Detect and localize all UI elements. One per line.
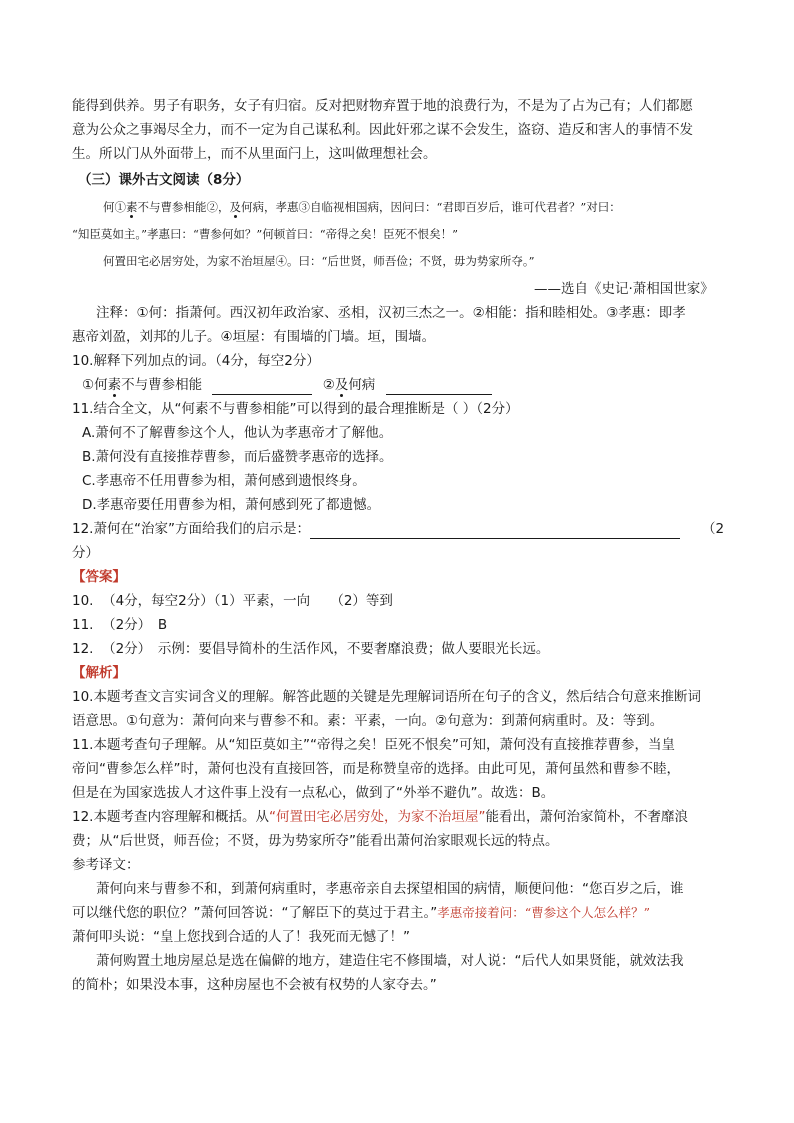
q10-item2-label: ② <box>322 377 335 393</box>
intro-line-1: 能得到供养。男子有职务，女子有归宿。反对把财物弃置于地的浪费行为，不是为了占为己有；人们都愿 <box>72 98 693 114</box>
passage-source: ——选自《史记·萧相国世家》 <box>534 281 714 297</box>
passage-text: 何病，孝惠③自临视相国病，因问曰：“君即百岁后，谁可代君者？”对曰： <box>241 200 621 214</box>
intro-line-3: 生。所以门从外面带上，而不从里面闩上，这叫做理想社会。 <box>72 146 437 162</box>
analysis-12-line-1 <box>72 807 688 827</box>
translation-text: 可以继代您的职位？”萧何回答说：“了解臣下的莫过于君主。” <box>72 905 438 921</box>
answer-text: （2分） B <box>102 617 168 633</box>
q12-stem <box>72 519 680 539</box>
q11-option-a[interactable]: A.萧何不了解曹参这个人，他认为孝惠帝才了解他。 <box>82 425 393 441</box>
dotted-word: 及 <box>229 200 241 214</box>
q11-option-b[interactable]: B.萧何没有直接推荐曹参，而后盛赞孝惠帝的选择。 <box>82 449 393 465</box>
passage-line-1 <box>103 197 621 217</box>
section-title: （三）课外古文阅读（8分） <box>78 172 250 188</box>
translation-header: 参考译文： <box>72 857 140 873</box>
q10-item2-text: 何病 <box>348 377 376 393</box>
dotted-word: 素 <box>107 377 122 393</box>
analysis-text: 能看出，萧何治家简朴，不奢靡浪 <box>485 809 688 825</box>
answer-11 <box>72 615 167 635</box>
translation-p1-line-3: 萧何叩头说：“皇上您找到合适的人了！我死而无憾了！” <box>72 929 410 945</box>
passage-line-3: 何置田宅必居穷处，为家不治垣屋④。曰：“后世贤，师吾俭；不贤，毋为势家所夺。” <box>103 254 535 268</box>
dotted-word: 及 <box>334 377 349 393</box>
q10-item1-text: 不与曹参相能 <box>121 377 203 393</box>
passage-line-2: “知臣莫如主。”孝惠曰：“曹参何如？”何顿首曰：“帝得之矣！臣死不恨矣！” <box>72 227 459 241</box>
translation-p2-line-2: 的简朴；如果没本事，这种房屋也不会被有权势的人家夺去。” <box>72 977 437 993</box>
q12-blank[interactable] <box>310 524 680 539</box>
analysis-quote: “何置田宅必居穷处，为家不治垣屋” <box>268 809 486 825</box>
answer-num: 11. <box>72 617 94 633</box>
q12-stem-text: 12.萧何在“治家”方面给我们的启示是： <box>72 521 310 537</box>
passage-text: 不与曹参相能②， <box>137 200 230 214</box>
q12-score-cont: 分） <box>72 545 99 561</box>
dotted-word: 素 <box>126 200 138 214</box>
passage-text: 何① <box>103 200 126 214</box>
answer-num: 12. <box>72 641 94 657</box>
analysis-11-line-2: 帝问“曹参怎么样”时，萧何也没有直接回答，而是称赞皇帝的选择。由此可见，萧何虽然和曹参不睦， <box>72 761 680 777</box>
analysis-11-line-3: 但是在为国家选拔人才这件事上没有一点私心，做到了“外举不避仇”。故选：B。 <box>72 785 555 801</box>
analysis-text: 12.本题考查内容理解和概括。从 <box>72 809 269 825</box>
answer-text: （4分，每空2分）（1）平素，一向 （2）等到 <box>102 593 393 609</box>
analysis-10-line-2: 语意思。①句意为：萧何向来与曹参不和。素：平素，一向。②句意为：到萧何病重时。及：等到。 <box>72 713 664 729</box>
answer-num: 10. <box>72 593 94 609</box>
q10-items <box>82 375 492 395</box>
analysis-header: 【解析】 <box>72 665 126 681</box>
analysis-11-line-1: 11.本题考查句子理解。从“知臣莫如主”“帝得之矣！臣死不恨矣”可知，萧何没有直接推荐曹参，当皇 <box>72 737 675 753</box>
q10-stem: 10.解释下列加点的词。（4分，每空2分） <box>72 353 320 369</box>
q12-score: （2 <box>702 521 725 537</box>
q10-item1-label: ①何 <box>82 377 108 393</box>
answer-header: 【答案】 <box>72 569 126 585</box>
q11-stem: 11.结合全文，从“何素不与曹参相能”可以得到的最合理推断是（ ）（2分） <box>72 401 519 417</box>
analysis-12-line-2: 费；从“后世贤，师吾俭；不贤，毋为势家所夺”能看出萧何治家眼观长远的特点。 <box>72 833 559 849</box>
answer-10 <box>72 591 393 611</box>
translation-p1-line-2 <box>72 903 650 923</box>
q10-blank-2[interactable] <box>386 380 492 395</box>
analysis-10-line-1: 10.本题考查文言实词含义的理解。解答此题的关键是先理解词语所在句子的含义，然后结合句意来推断词 <box>72 689 701 705</box>
q10-blank-1[interactable] <box>212 380 312 395</box>
answer-12 <box>72 639 549 659</box>
translation-red-text: 孝惠帝接着问：“曹参这个人怎么样？” <box>437 905 651 920</box>
intro-line-2: 意为公众之事竭尽全力，而不一定为自己谋私利。因此奸邪之谋不会发生，盗窃、造反和害人的事情不发 <box>72 122 693 138</box>
translation-p1-line-1: 萧何向来与曹参不和，到萧何病重时，孝惠帝亲自去探望相国的病情，顺便问他：“您百岁之后，谁 <box>96 881 684 897</box>
q11-option-c[interactable]: C.孝惠帝不任用曹参为相，萧何感到遗恨终身。 <box>82 473 366 489</box>
notes-line-1: 注释：①何：指萧何。西汉初年政治家、丞相，汉初三杰之一。②相能：指和睦相处。③孝惠：即孝 <box>96 305 686 321</box>
notes-line-2: 惠帝刘盈，刘邦的儿子。④垣屋：有围墙的门墙。垣，围墙。 <box>72 329 436 345</box>
translation-p2-line-1: 萧何购置土地房屋总是选在偏僻的地方，建造住宅不修围墙，对人说：“后代人如果贤能，就效法我 <box>96 953 684 969</box>
answer-text: （2分） 示例：要倡导简朴的生活作风，不要奢靡浪费；做人要眼光长远。 <box>102 641 550 657</box>
q11-option-d[interactable]: D.孝惠帝要任用曹参为相，萧何感到死了都遗憾。 <box>82 497 381 513</box>
